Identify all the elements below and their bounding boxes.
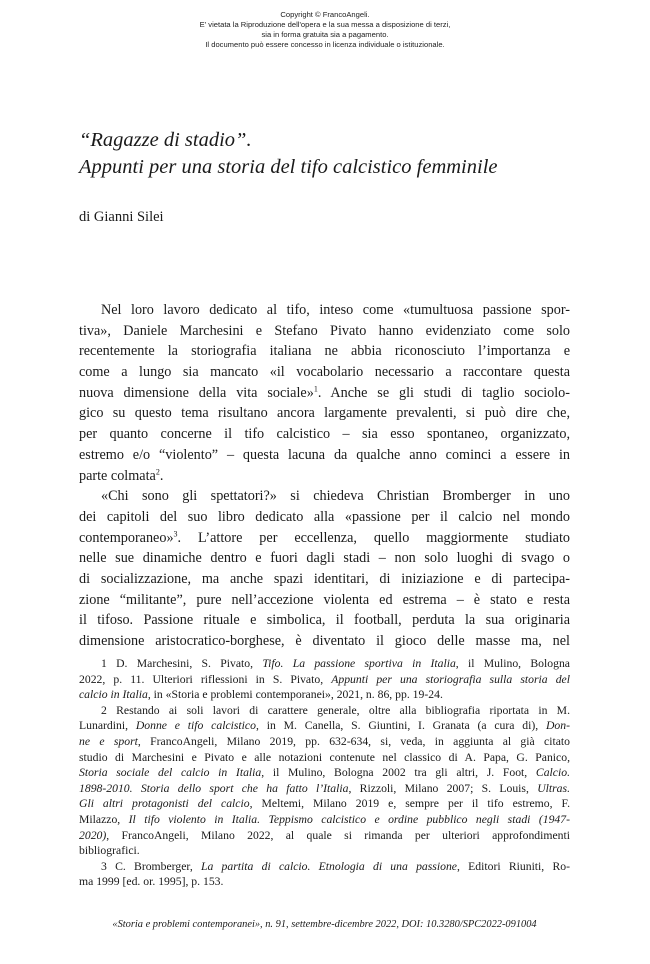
body-line: contemporaneo»$^3$. L’attore per eccellenza, quello maggiormente studiato: [79, 528, 570, 546]
body-line: il tifoso. Passione rituale e simbolica, il football, perduta la sua originaria: [79, 612, 570, 629]
footnote-ref: 1: [313, 384, 318, 394]
body-line: «Chi sono gli spettatori?» si chiedeva Christian Bromberger in uno: [101, 488, 570, 505]
footnote-line: Gli altri protagonisti del calcio, Meltemi, Milano 2019 e, sempre per il tifo estremo, F.: [79, 797, 570, 811]
footnote-line: ne e sport, FrancoAngeli, Milano 2019, pp. 632-634, si, veda, in aggiunta al già citato: [79, 734, 570, 748]
footnote-line: studio di Marchesini e Pivato e alle notazioni contenute nel classico di A. Papa, G. Panico,: [79, 750, 570, 764]
body-line: nuova dimensione della vita sociale»$^1$. Anche se gli studi di taglio sociolo-: [79, 384, 570, 401]
footnote-line: ma 1999 [ed. or. 1995], p. 153.: [79, 875, 224, 889]
article-title: [79, 127, 599, 181]
body-line: zione “militante”, pure nell’accezione violenta ed estrema – è stato e resta: [79, 591, 570, 608]
body-line: gico su questo tema risultano ancora largamente prevalenti, si può dire che,: [79, 405, 570, 422]
body-line: Nel loro lavoro dedicato al tifo, inteso come «tumultuosa passione spor-: [101, 302, 570, 318]
body-line: dimensione aristocratico-borghese, è diventato il gioco delle masse ma, nel: [79, 633, 570, 649]
body-text: [79, 300, 570, 652]
footnote-line: 2020), FrancoAngeli, Milano 2022, al quale si rimanda per ulteriori approfondimenti: [79, 828, 570, 842]
footnote-line: Lunardini, Donne e tifo calcistico, in M. Canella, S. Giuntini, I. Granata (a cura di), Don-: [79, 719, 570, 733]
footnote-line: Storia sociale del calcio in Italia, il Mulino, Bologna 2002 tra gli altri, J. Foot, Calcio.: [79, 766, 570, 780]
title-line-1: “Ragazze di stadio”.: [79, 129, 252, 151]
footnote-line: 2 Restando ai soli lavori di carattere generale, oltre alla bibliografia riportata in M.: [101, 703, 570, 717]
body-line: dei capitoli del suo libro dedicato alla «passione per il calcio nel mondo: [79, 508, 570, 525]
notice-line: Copyright © FrancoAngeli.: [280, 10, 370, 19]
journal-citation-footer: «Storia e problemi contemporanei», n. 91, settembre-dicembre 2022, DOI: 10.3280/SPC2022-091004: [112, 919, 537, 930]
body-line: parte colmata$^2$.: [79, 466, 164, 484]
body-line: per quanto concerne il tifo calcistico – sia esso spontaneo, organizzato,: [79, 426, 570, 443]
footnote-line: bibliografici.: [79, 844, 140, 858]
copyright-notice: [0, 10, 650, 50]
body-line: nelle sue dinamiche dentro e fuori dagli stadi – non solo luoghi di svago o: [79, 550, 570, 567]
footnote-line: 1898-2010. Storia dello sport che ha fatto l’Italia, Rizzoli, Milano 2007; S. Louis, Ultras.: [79, 781, 570, 795]
body-line: tiva», Daniele Marchesini e Stefano Pivato hanno evidenziato come solo: [79, 322, 570, 339]
notice-line: E' vietata la Riproduzione dell'opera e la sua messa a disposizione di terzi,: [199, 20, 451, 29]
footnote-line: 1 D. Marchesini, S. Pivato, Tifo. La passione sportiva in Italia, il Mulino, Bologna: [101, 657, 570, 670]
footnote-line: calcio in Italia, in «Storia e problemi contemporanei», 2021, n. 86, pp. 19-24.: [79, 688, 443, 702]
footnote-ref: 2: [155, 466, 160, 476]
body-line: come a lungo sia mancato «il vocabolario necessario a raccontare questa: [79, 364, 570, 381]
footnote-line: 2022, p. 11. Ulteriori riflessioni in S. Pivato, Appunti per una storiografia sulla storia del: [79, 672, 570, 686]
notice-line: Il documento può essere concesso in licenza individuale o istituzionale.: [205, 40, 445, 49]
footnotes: [79, 656, 570, 890]
body-line: recentemente la storiografia italiana ne abbia riconosciuto l’importanza e: [79, 343, 570, 360]
body-line: di socializzazione, ma anche spazi identitari, di iniziazione e di partecipa-: [79, 570, 570, 587]
footnote-line: 3 C. Bromberger, La partita di calcio. Etnologia di una passione, Editori Riuniti, Ro-: [101, 859, 570, 873]
notice-line: sia in forma gratuita sia a pagamento.: [261, 30, 389, 39]
footnote-ref: 3: [173, 528, 178, 538]
footnote-line: Milazzo, Il tifo violento in Italia. Teppismo calcistico e ordine pubblico negli stadi (1947-: [79, 812, 570, 826]
author-byline: di Gianni Silei: [79, 209, 164, 225]
title-line-2: Appunti per una storia del tifo calcistico femminile: [79, 156, 498, 178]
body-line: estremo e/o “violento” – questa lacuna da qualche anno cominci a essere in: [79, 446, 570, 463]
